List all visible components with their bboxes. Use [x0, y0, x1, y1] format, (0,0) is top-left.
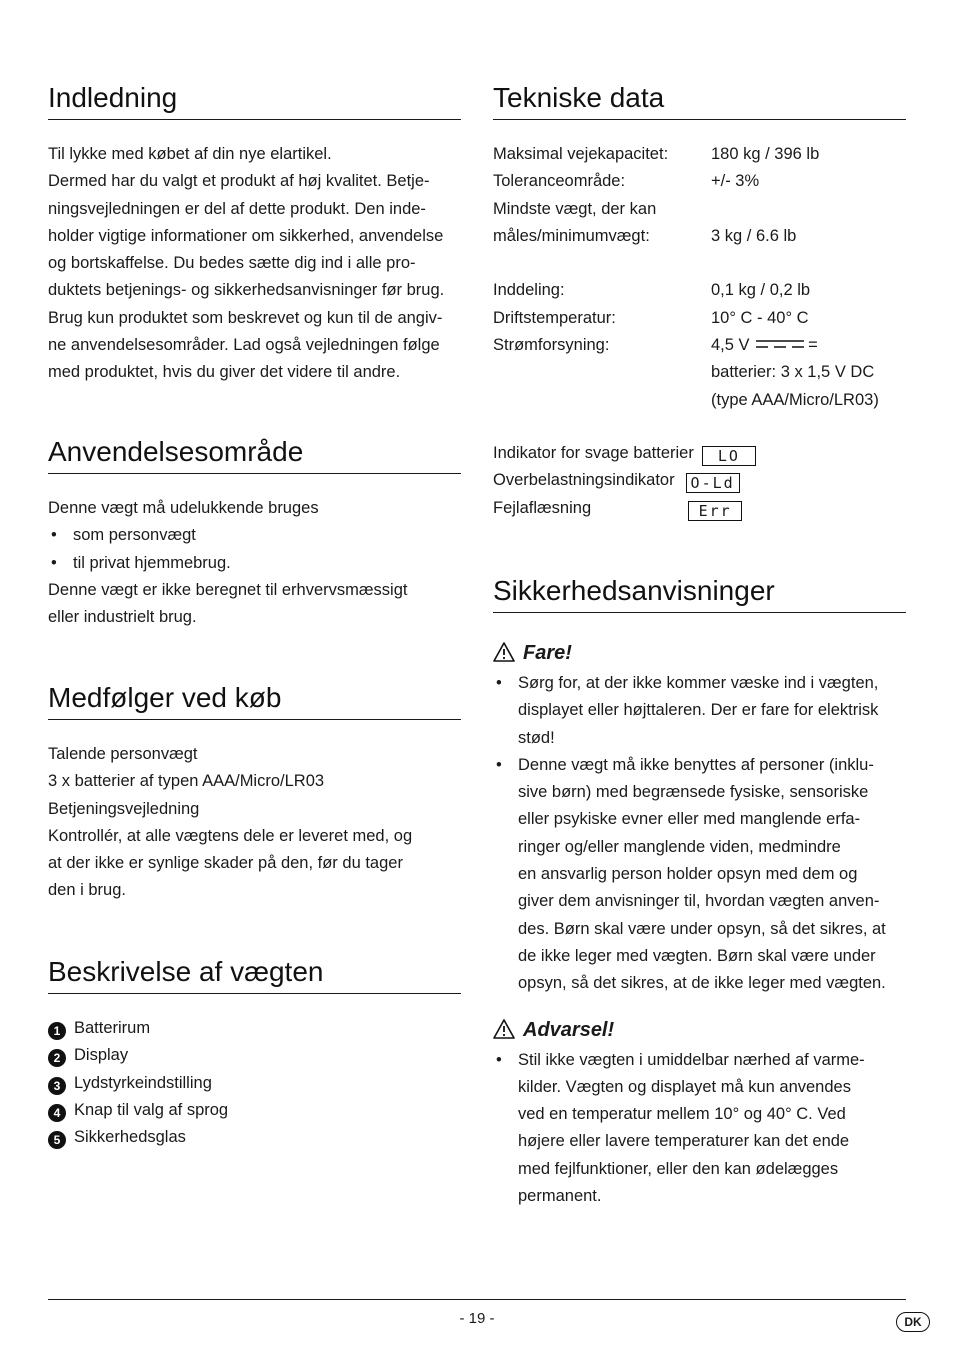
warning-title [493, 1016, 906, 1047]
tech-body [493, 141, 906, 522]
spec-row [493, 305, 879, 332]
list-item: • som personvægt [48, 522, 461, 549]
usage-body [48, 495, 461, 631]
part-label: Lydstyrkeindstilling [74, 1073, 212, 1092]
spec-value: +/- 3% [711, 172, 760, 191]
line: Sørg for, at der ikke kommer væske ind i vægten, [518, 674, 879, 692]
line: kilder. Vægten og displayet må kun anvendes [518, 1077, 851, 1096]
line: Denne vægt må ikke benyttes af personer (inklu- [518, 755, 874, 774]
spec-label: måles/minimumvægt: [493, 226, 650, 245]
danger-title [493, 639, 906, 670]
spec-row [493, 387, 879, 414]
usage-outro: eller industrielt brug. [48, 608, 197, 627]
safety-body [493, 639, 906, 1210]
lcd-display-icon: O-Ld [686, 473, 740, 493]
contents-line: Kontrollér, at alle vægtens dele er leveret med, og [48, 826, 413, 845]
intro-line: ningsvejledningen er del af dette produkt. Den inde- [48, 199, 426, 218]
number-badge: 4 [48, 1104, 66, 1122]
intro-line: duktets betjenings- og sikkerhedsanvisninger før brug. [48, 281, 445, 300]
warning-triangle-icon [493, 642, 515, 670]
safety-heading: Sikkerhedsanvisninger [493, 573, 906, 613]
spec-label: Driftstemperatur: [493, 308, 616, 327]
description-body [48, 1015, 461, 1151]
line: sive børn) med begrænsede fysiske, sensoriske [518, 783, 869, 802]
number-badge: 1 [48, 1022, 66, 1040]
warning-triangle-icon [493, 1019, 515, 1047]
intro-body [48, 141, 461, 387]
usage-outro: Denne vægt er ikke beregnet til erhvervsmæssigt [48, 580, 408, 599]
indicator-label: Fejlaflæsning [493, 498, 592, 517]
number-badge: 2 [48, 1049, 66, 1067]
line: ved en temperatur mellem 10° og 40° C. Ved [518, 1105, 846, 1124]
line: Stil ikke vægten i umiddelbar nærhed af varme- [518, 1050, 865, 1069]
intro-line: med produktet, hvis du giver det videre til andre. [48, 363, 401, 382]
line: des. Børn skal være under opsyn, så det sikres, at [518, 919, 886, 938]
list-item [493, 752, 906, 998]
danger-title-text: Fare! [523, 642, 572, 664]
intro-line: og bortskaffelse. Du bedes sætte dig ind i alle pro- [48, 254, 416, 273]
intro-line: ne anvendelsesområder. Lad også vejledningen følge [48, 336, 440, 355]
power-eq: = [808, 336, 818, 355]
danger-list [493, 670, 906, 998]
lcd-display-icon: Err [688, 501, 742, 521]
number-badge: 5 [48, 1131, 66, 1149]
part-item [48, 1070, 461, 1097]
line: stød! [518, 728, 555, 747]
spec-table [493, 141, 879, 414]
line: opsyn, så det sikres, at de ikke leger med vægten. [518, 974, 886, 993]
spec-row [493, 168, 879, 195]
power-voltage: 4,5 V [711, 336, 750, 355]
part-label: Batterirum [74, 1019, 151, 1037]
intro-heading: Indledning [48, 80, 461, 120]
line: permanent. [518, 1187, 602, 1206]
spec-label: Maksimal vejekapacitet: [493, 145, 669, 163]
spec-label: Mindste vægt, der kan [493, 199, 657, 218]
list-item: • til privat hjemmebrug. [48, 550, 461, 577]
number-badge: 3 [48, 1077, 66, 1095]
usage-list [48, 522, 461, 577]
part-label: Sikkerhedsglas [74, 1128, 186, 1147]
usage-intro: Denne vægt må udelukkende bruges [48, 499, 319, 517]
line: displayet eller højttaleren. Der er fare for elektrisk [518, 701, 879, 720]
indicator-row [493, 495, 906, 522]
language-badge: DK [896, 1312, 930, 1332]
spec-label: Toleranceområde: [493, 172, 626, 191]
part-item [48, 1097, 461, 1124]
part-item [48, 1015, 461, 1042]
lcd-display-icon: LO [702, 446, 756, 466]
spec-row [493, 223, 879, 250]
contents-item: Talende personvægt [48, 745, 198, 763]
tech-heading: Tekniske data [493, 80, 906, 120]
spec-value: 180 kg / 396 lb [711, 145, 820, 163]
line: ringer og/eller manglende viden, medmindre [518, 837, 841, 856]
part-item [48, 1042, 461, 1069]
warning-list [493, 1047, 906, 1211]
description-heading: Beskrivelse af vægten [48, 954, 461, 994]
spec-value: 3 kg / 6.6 lb [711, 226, 797, 245]
intro-line: Dermed har du valgt et produkt af høj kvalitet. Betje- [48, 172, 430, 191]
indicator-label: Overbelastningsindikator [493, 471, 675, 490]
contents-heading: Medfølger ved køb [48, 680, 461, 720]
line: de ikke leger med vægten. Børn skal være under [518, 946, 876, 965]
safety-section [493, 573, 906, 1210]
part-label: Knap til valg af sprog [74, 1100, 229, 1119]
contents-line: den i brug. [48, 881, 126, 900]
spec-value: batterier: 3 x 1,5 V DC [711, 363, 875, 382]
intro-line: holder vigtige informationer om sikkerhed, anvendelse [48, 226, 444, 245]
spec-label: Inddeling: [493, 281, 565, 300]
indicator-row [493, 440, 906, 467]
spec-row [493, 332, 879, 359]
spec-row [493, 196, 879, 223]
tech-section [493, 80, 906, 522]
usage-section [48, 434, 461, 631]
spec-label: Strømforsyning: [493, 336, 610, 355]
contents-line: at der ikke er synlige skader på den, før du tager [48, 854, 403, 873]
indicator-label: Indikator for svage batterier [493, 443, 694, 462]
usage-heading: Anvendelsesområde [48, 434, 461, 474]
spec-value [711, 332, 879, 359]
intro-section [48, 80, 461, 387]
warning-title-text: Advarsel! [523, 1018, 615, 1041]
footer-divider [48, 1299, 906, 1300]
spec-row [493, 141, 879, 168]
part-label: Display [74, 1046, 129, 1065]
line: med fejlfunktioner, eller den kan ødelægges [518, 1159, 839, 1178]
spec-value: (type AAA/Micro/LR03) [711, 390, 879, 409]
contents-body [48, 741, 461, 905]
contents-section [48, 680, 461, 905]
spec-value: 0,1 kg / 0,2 lb [711, 281, 811, 300]
part-item [48, 1124, 461, 1151]
contents-item: 3 x batterier af typen AAA/Micro/LR03 [48, 772, 325, 791]
line: giver dem anvisninger til, hvordan vægten anven- [518, 892, 880, 911]
line: højere eller lavere temperaturer kan det ende [518, 1132, 850, 1151]
indicator-row [493, 467, 906, 494]
intro-line: Til lykke med købet af din nye elartikel. [48, 145, 332, 163]
line: en ansvarlig person holder opsyn med dem og [518, 865, 858, 884]
list-item [493, 670, 906, 752]
list-item [493, 1047, 906, 1211]
dc-symbol-icon [756, 333, 804, 347]
spec-value: 10° C - 40° C [711, 308, 809, 327]
line: eller psykiske evner eller med manglende erfa- [518, 810, 861, 829]
description-section [48, 954, 461, 1151]
page-number: - 19 - [459, 1310, 495, 1327]
spec-row [493, 277, 879, 304]
intro-line: Brug kun produktet som beskrevet og kun til de angiv- [48, 308, 443, 327]
contents-item: Betjeningsvejledning [48, 799, 200, 818]
spec-row [493, 359, 879, 386]
